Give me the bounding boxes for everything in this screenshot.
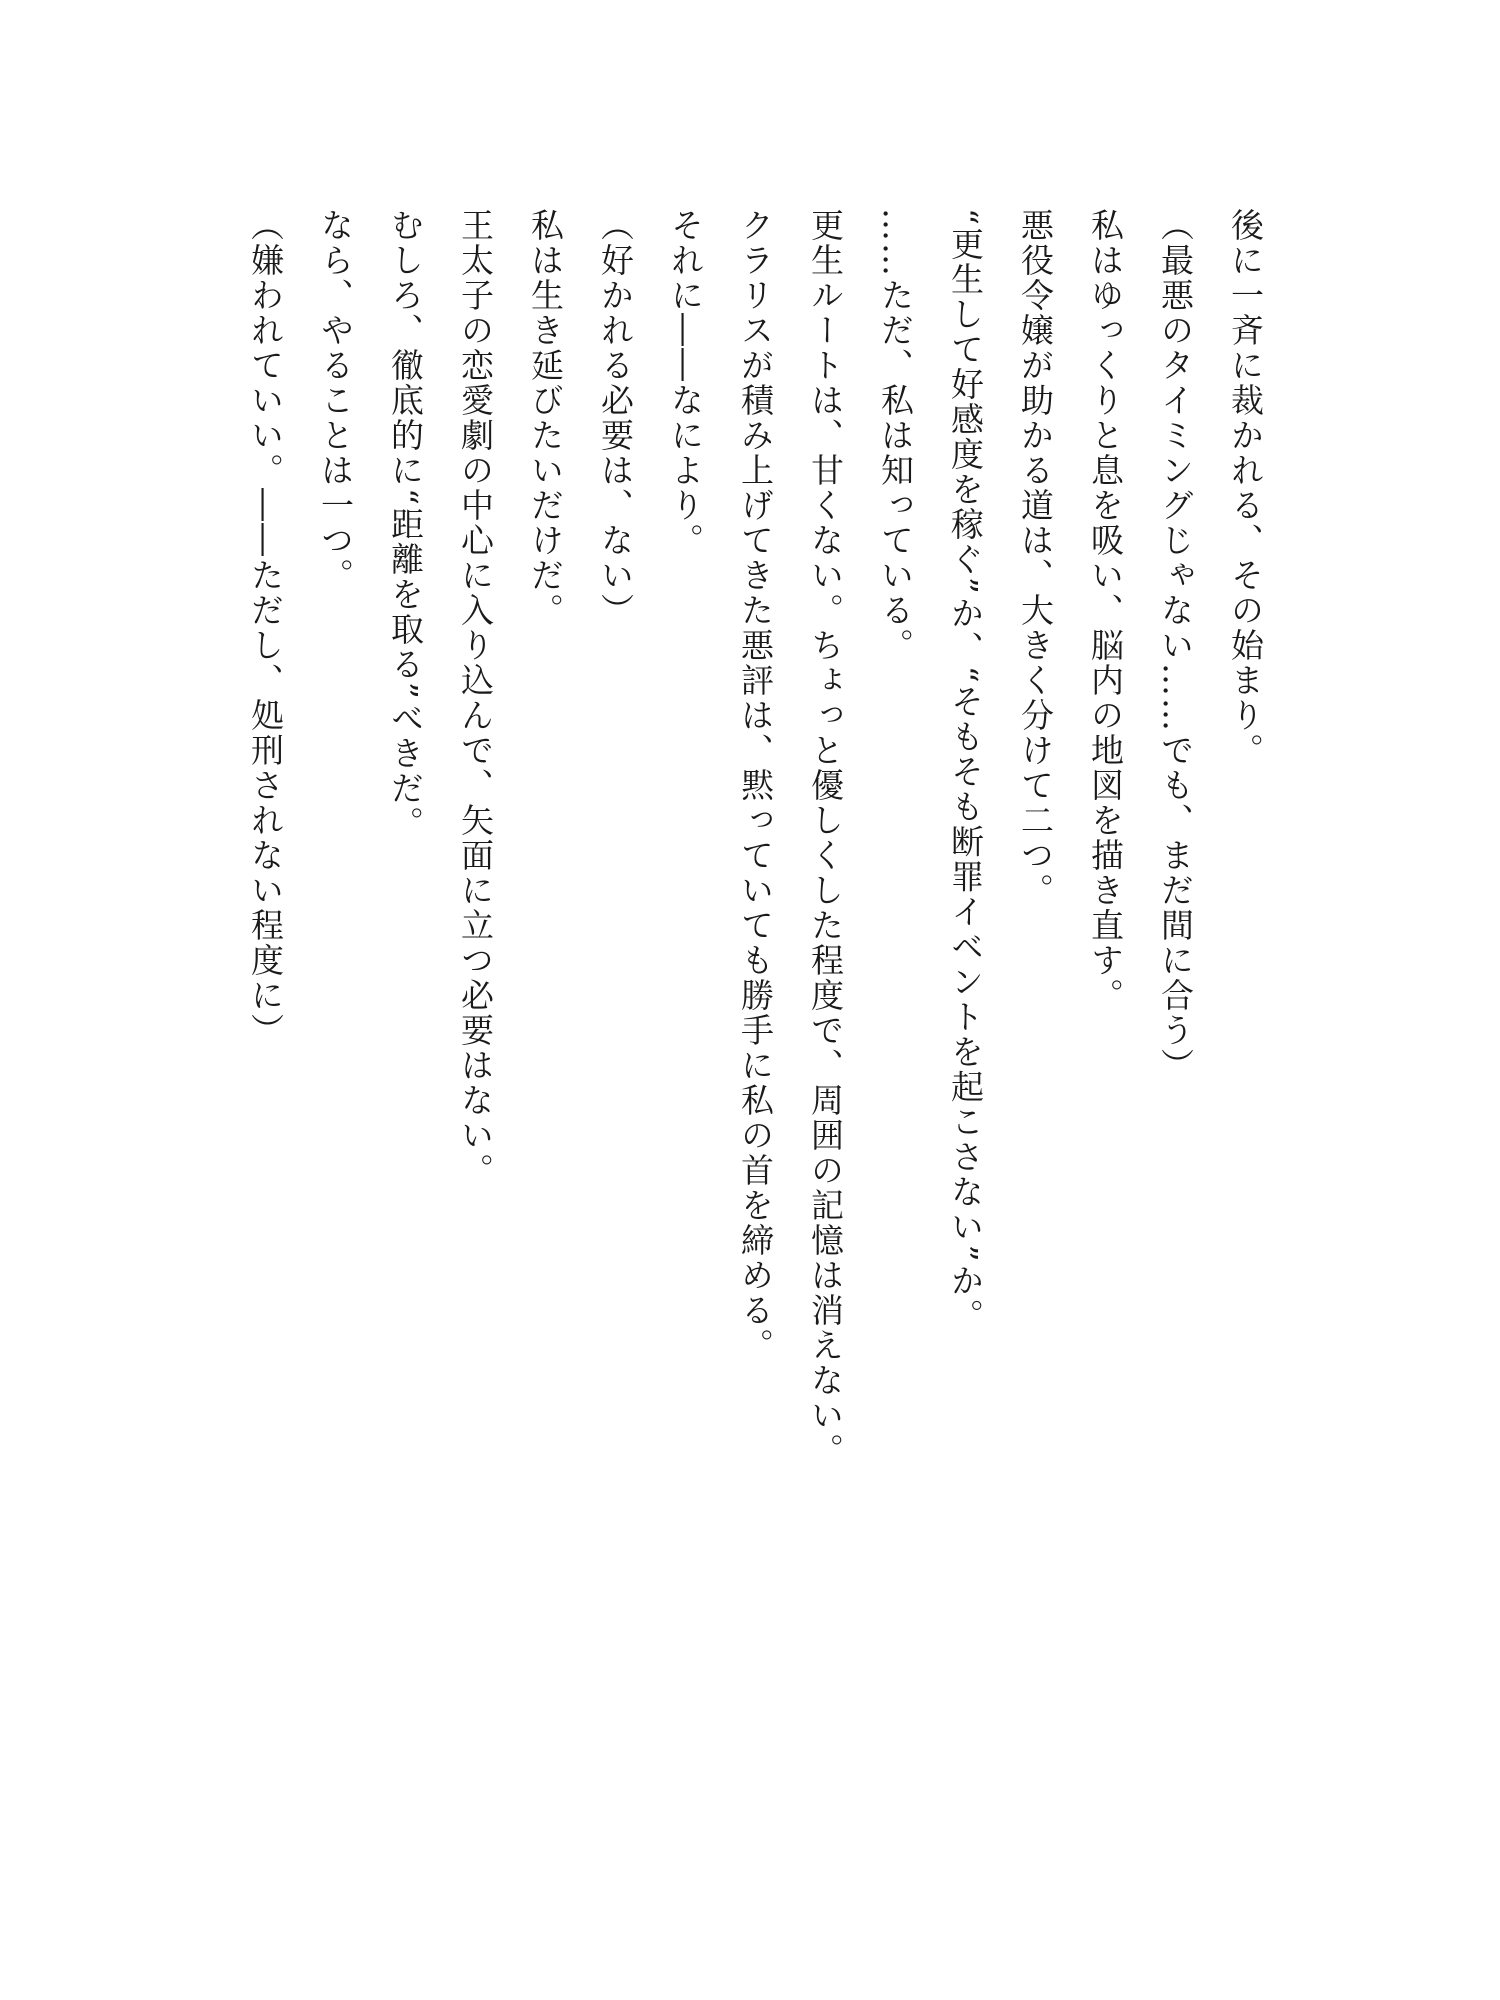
text-line: 私は生き延びたいだけだ。 <box>526 208 565 628</box>
text-line: 悪役令嬢が助かる道は、大きく分けて二つ。 <box>1016 208 1055 908</box>
text-line: 王太子の恋愛劇の中心に入り込んで、矢面に立つ必要はない。 <box>456 208 495 1188</box>
vertical-text-body <box>230 208 1280 1648</box>
text-line: それに――なにより。 <box>666 208 705 558</box>
text-line: 私はゆっくりと息を吸い、脳内の地図を描き直す。 <box>1086 208 1125 1013</box>
text-line: （最悪のタイミングじゃない……でも、まだ間に合う） <box>1156 208 1195 1083</box>
text-line: クラリスが積み上げてきた悪評は、黙っていても勝手に私の首を締める。 <box>736 208 775 1363</box>
text-line: （嫌われていい。――ただし、処刑されない程度に） <box>246 208 285 1048</box>
text-line: ……ただ、私は知っている。 <box>876 208 915 663</box>
text-line: むしろ、徹底的に“距離を取る”べきだ。 <box>386 208 425 841</box>
text-line: 更生ルートは、甘くない。ちょっと優しくした程度で、周囲の記憶は消えない。 <box>806 208 845 1468</box>
text-line: なら、やることは一つ。 <box>316 208 355 593</box>
text-line: “更生して好感度を稼ぐ”か、“そもそも断罪イベントを起こさない”か。 <box>946 208 985 1334</box>
text-line: （好かれる必要は、ない） <box>596 208 635 628</box>
text-line: 後に一斉に裁かれる、その始まり。 <box>1226 208 1265 768</box>
